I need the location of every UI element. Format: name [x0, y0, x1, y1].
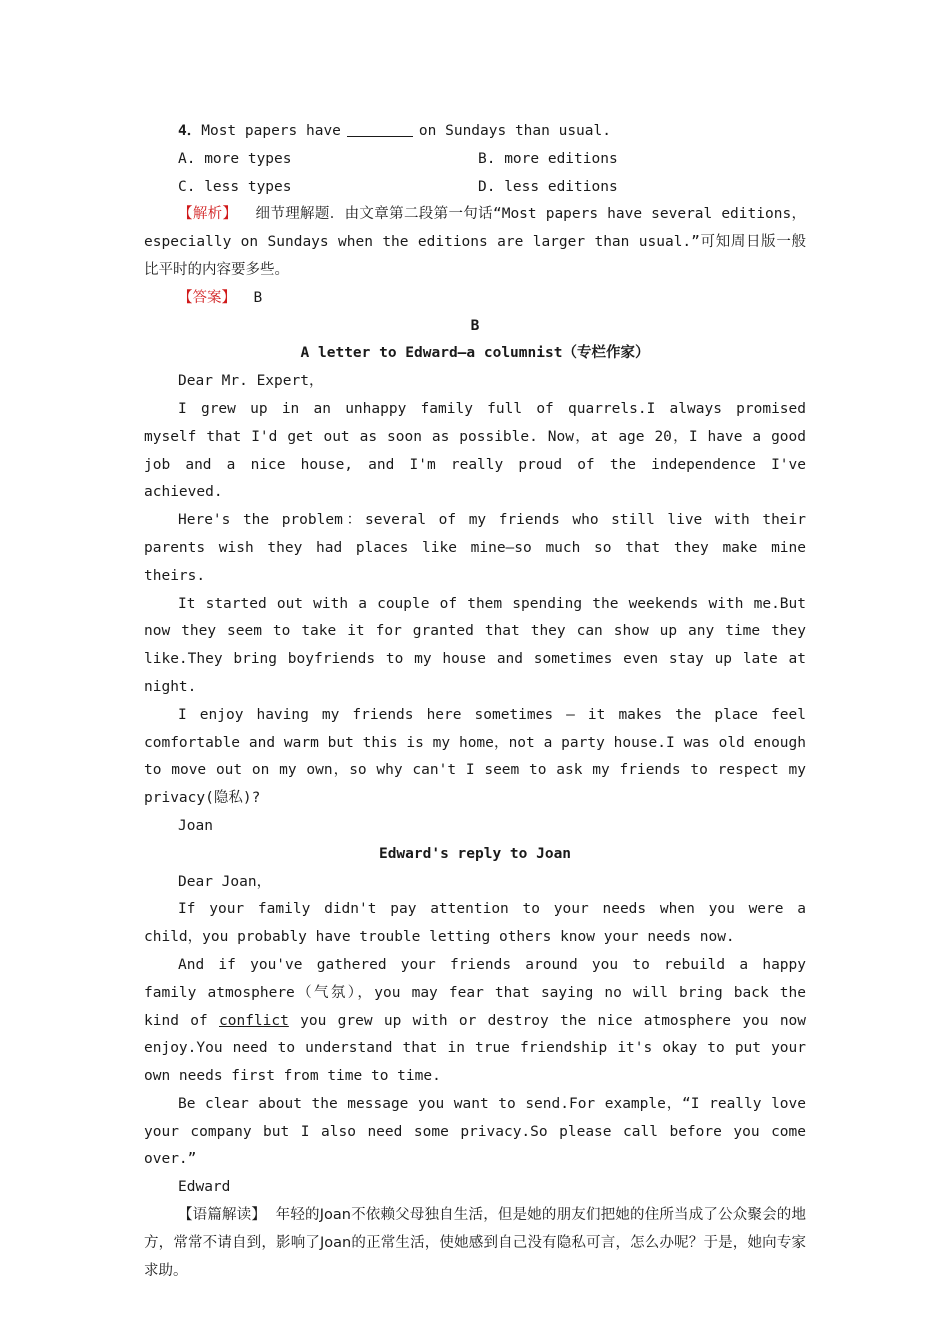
answer-text: B	[253, 289, 263, 306]
reply-signature: Edward	[178, 1179, 231, 1196]
letter-signature: Joan	[178, 817, 213, 834]
question-number: 4	[178, 123, 187, 139]
options-row-2	[144, 174, 806, 202]
question-stem-before: Most papers have	[201, 123, 341, 139]
document-page	[144, 118, 806, 1285]
analysis-text: 细节理解题．由文章第二段第一句话“Most papers have several editions，especially on Sundays when the editions are larger than usual.”可知周日版一般比平时的内容要多些。	[144, 206, 807, 278]
reply-title: Edward's reply to Joan	[378, 845, 572, 862]
letter-paragraph: Here's the problem：several of my friends who still live with their parents wish they had places like mine—so much so that they make mine theirs.	[144, 512, 806, 584]
answer-blank	[347, 121, 413, 137]
reply-paragraph: And if you've gathered your friends around you to rebuild a happy family atmosphere（气氛），you may fear that saying no will bring back the kind of conflict you grew up with or destroy the nice atmosphere you now enjoy.You need to understand that in true friendship it's okay to put your own needs first from time to time.	[144, 956, 807, 1085]
interpretation-text: 年轻的Joan不依赖父母独自生活，但是她的朋友们把她的住所当成了公众聚会的地方，常常不请自到，影响了Joan的正常生活，使她感到自己没有隐私可言，怎么办呢？于是，她向专家求助。	[144, 1207, 806, 1279]
analysis	[144, 201, 806, 284]
underlined-word: conflict	[219, 1012, 289, 1029]
letter-salutation: Dear Mr. Expert，	[178, 373, 324, 390]
analysis-tag: 【解析】	[178, 206, 238, 223]
reply-salutation: Dear Joan，	[178, 873, 272, 890]
interpretation	[144, 1202, 806, 1285]
option-a: A. more types	[178, 150, 292, 167]
letter-title: A letter to Edward—a columnist（专栏作家）	[300, 345, 650, 362]
answer	[144, 285, 806, 313]
question-stem: 4．Most papers have on Sundays than usual.	[178, 123, 611, 139]
option-d: D. less editions	[478, 178, 618, 195]
options-row-1	[144, 146, 806, 174]
letter-paragraph: I grew up in an unhappy family full of quarrels.I always promised myself that I'd get out as soon as possible. Now，at age 20，I have a good job and a nice house, and I'm really proud of the independence I've achieved.	[144, 400, 806, 501]
letter-paragraph: I enjoy having my friends here sometimes — it makes the place feel comfortable and warm but this is my home，not a party house.I was old enough to move out on my own，so why can't I seem to ask my friends to respect my privacy(隐私)?	[144, 706, 806, 807]
section-label: B	[470, 317, 480, 334]
option-b: B. more editions	[478, 150, 618, 167]
interpretation-tag: 【语篇解读】	[178, 1207, 267, 1224]
reply-paragraph: If your family didn't pay attention to your needs when you were a child，you probably have trouble letting others know your needs now.	[144, 901, 806, 946]
letter-paragraph: It started out with a couple of them spending the weekends with me.But now they seem to take it for granted that they can show up any time they like.They bring boyfriends to my house and sometimes even stay up late at night.	[144, 595, 806, 695]
option-c: C. less types	[178, 178, 292, 195]
question-stem-after: on Sundays than usual.	[418, 123, 611, 139]
answer-tag: 【答案】	[178, 289, 236, 306]
reply-paragraph: Be clear about the message you want to send.For example，“I really love your company but I also need some privacy.So please call before you come over.”	[144, 1095, 806, 1168]
